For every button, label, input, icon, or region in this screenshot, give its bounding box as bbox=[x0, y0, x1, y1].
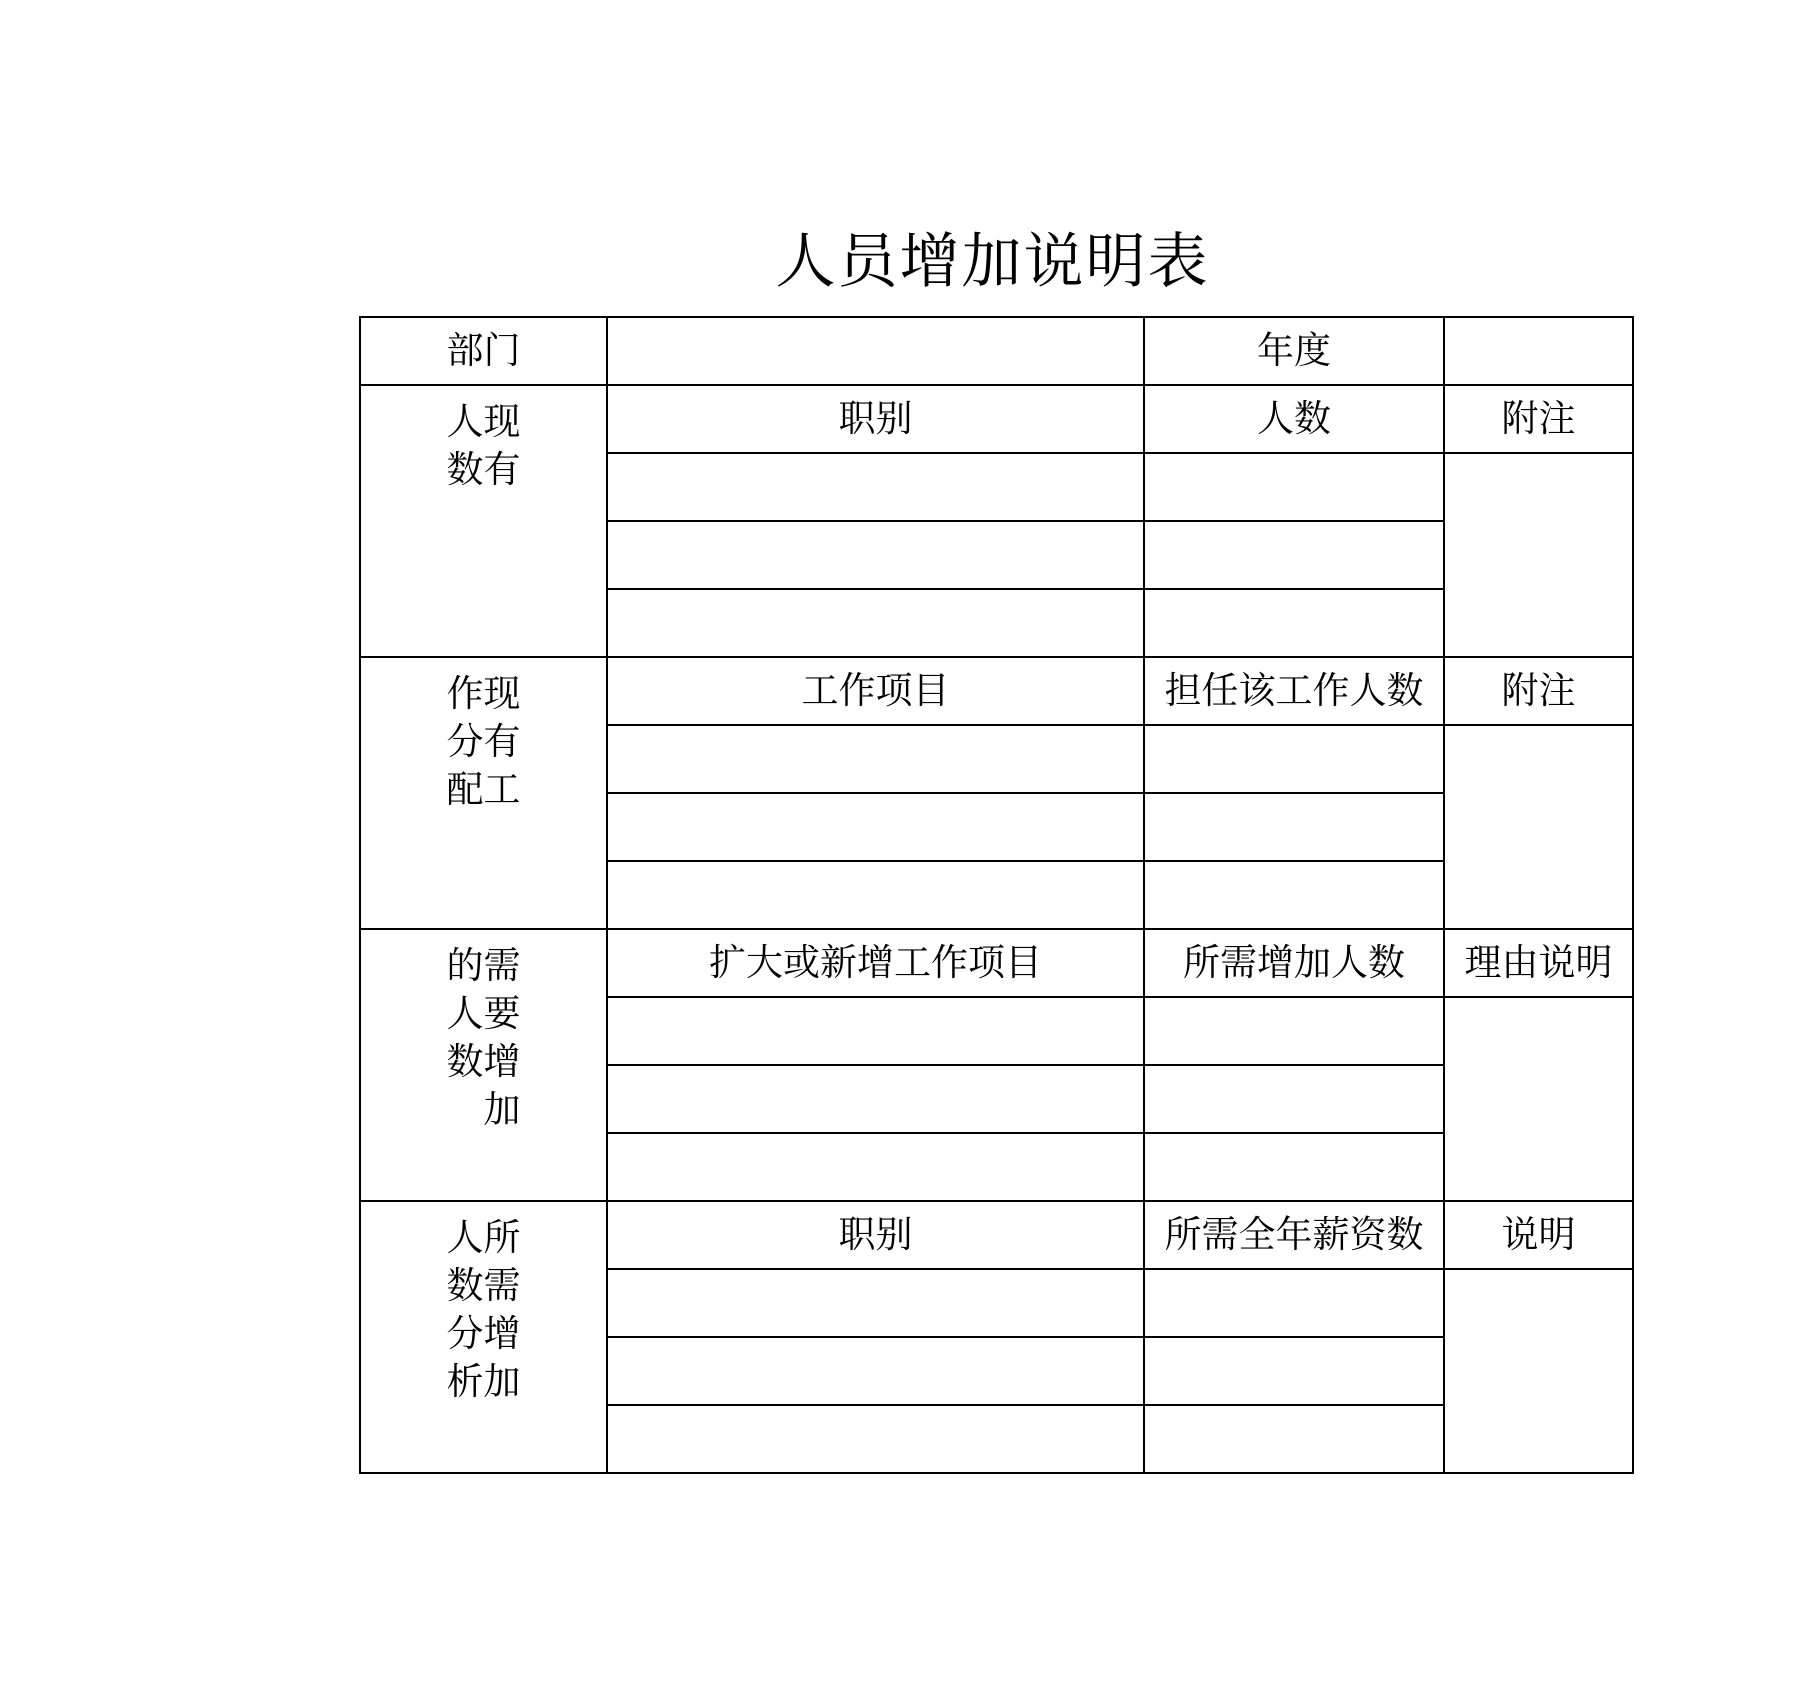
assigned-count-cell[interactable] bbox=[1144, 793, 1444, 861]
section-current-staff-label bbox=[360, 385, 607, 657]
headcount-cell[interactable] bbox=[1144, 521, 1444, 589]
explanation-cell[interactable] bbox=[1444, 1269, 1633, 1473]
column-header-work-item: 工作项目 bbox=[607, 657, 1144, 725]
reason-cell[interactable] bbox=[1444, 997, 1633, 1201]
remark-cell[interactable] bbox=[1444, 453, 1633, 657]
staff-increase-table bbox=[359, 316, 1634, 1474]
column-header-new-work-item: 扩大或新增工作项目 bbox=[607, 929, 1144, 997]
work-item-cell[interactable] bbox=[607, 861, 1144, 929]
section-label-line: 析加 bbox=[446, 1360, 521, 1403]
section-label-line: 人所 bbox=[446, 1216, 521, 1259]
headcount-cell[interactable] bbox=[1144, 589, 1444, 657]
column-header-remark: 附注 bbox=[1444, 385, 1633, 453]
column-header-position: 职别 bbox=[607, 1201, 1144, 1269]
column-header-explanation: 说明 bbox=[1444, 1201, 1633, 1269]
column-header-assigned-count: 担任该工作人数 bbox=[1144, 657, 1444, 725]
work-item-cell[interactable] bbox=[607, 725, 1144, 793]
section-label-line: 数增 bbox=[446, 1040, 521, 1083]
column-header-annual-salary: 所需全年薪资数 bbox=[1144, 1201, 1444, 1269]
column-header-remark: 附注 bbox=[1444, 657, 1633, 725]
year-input[interactable] bbox=[1444, 317, 1633, 385]
column-header-headcount: 人数 bbox=[1144, 385, 1444, 453]
section-label-line: 加 bbox=[483, 1088, 521, 1131]
section-required-increase-label bbox=[360, 929, 607, 1201]
increase-count-cell[interactable] bbox=[1144, 1133, 1444, 1201]
position-cell[interactable] bbox=[607, 1269, 1144, 1337]
section-label-line: 的需 bbox=[446, 944, 521, 987]
position-cell[interactable] bbox=[607, 521, 1144, 589]
position-cell[interactable] bbox=[607, 1337, 1144, 1405]
column-header-position: 职别 bbox=[607, 385, 1144, 453]
column-header-reason: 理由说明 bbox=[1444, 929, 1633, 997]
annual-salary-cell[interactable] bbox=[1144, 1269, 1444, 1337]
year-label: 年度 bbox=[1144, 317, 1444, 385]
section-label-line: 分增 bbox=[446, 1312, 521, 1355]
section-current-staff-header bbox=[360, 385, 1633, 453]
increase-count-cell[interactable] bbox=[1144, 997, 1444, 1065]
new-work-item-cell[interactable] bbox=[607, 1133, 1144, 1201]
section-label-line: 人现 bbox=[446, 400, 521, 443]
section-label-line: 分有 bbox=[446, 720, 521, 763]
annual-salary-cell[interactable] bbox=[1144, 1405, 1444, 1473]
section-increase-analysis-label bbox=[360, 1201, 607, 1473]
section-label-line: 作现 bbox=[446, 672, 521, 715]
position-cell[interactable] bbox=[607, 453, 1144, 521]
section-work-allocation-label bbox=[360, 657, 607, 929]
header-row bbox=[360, 317, 1633, 385]
section-work-allocation-header bbox=[360, 657, 1633, 725]
annual-salary-cell[interactable] bbox=[1144, 1337, 1444, 1405]
section-label-line: 人要 bbox=[446, 992, 521, 1035]
section-required-increase-header bbox=[360, 929, 1633, 997]
dept-label: 部门 bbox=[360, 317, 607, 385]
remark-cell[interactable] bbox=[1444, 725, 1633, 929]
assigned-count-cell[interactable] bbox=[1144, 725, 1444, 793]
new-work-item-cell[interactable] bbox=[607, 1065, 1144, 1133]
position-cell[interactable] bbox=[607, 589, 1144, 657]
column-header-increase-count: 所需增加人数 bbox=[1144, 929, 1444, 997]
section-label-line: 数有 bbox=[446, 448, 521, 491]
work-item-cell[interactable] bbox=[607, 793, 1144, 861]
position-cell[interactable] bbox=[607, 1405, 1144, 1473]
section-label-line: 数需 bbox=[446, 1264, 521, 1307]
assigned-count-cell[interactable] bbox=[1144, 861, 1444, 929]
section-increase-analysis-header bbox=[360, 1201, 1633, 1269]
dept-input[interactable] bbox=[607, 317, 1144, 385]
section-label-line: 配工 bbox=[446, 768, 521, 811]
page-title: 人员增加说明表 bbox=[775, 227, 1210, 297]
new-work-item-cell[interactable] bbox=[607, 997, 1144, 1065]
increase-count-cell[interactable] bbox=[1144, 1065, 1444, 1133]
headcount-cell[interactable] bbox=[1144, 453, 1444, 521]
